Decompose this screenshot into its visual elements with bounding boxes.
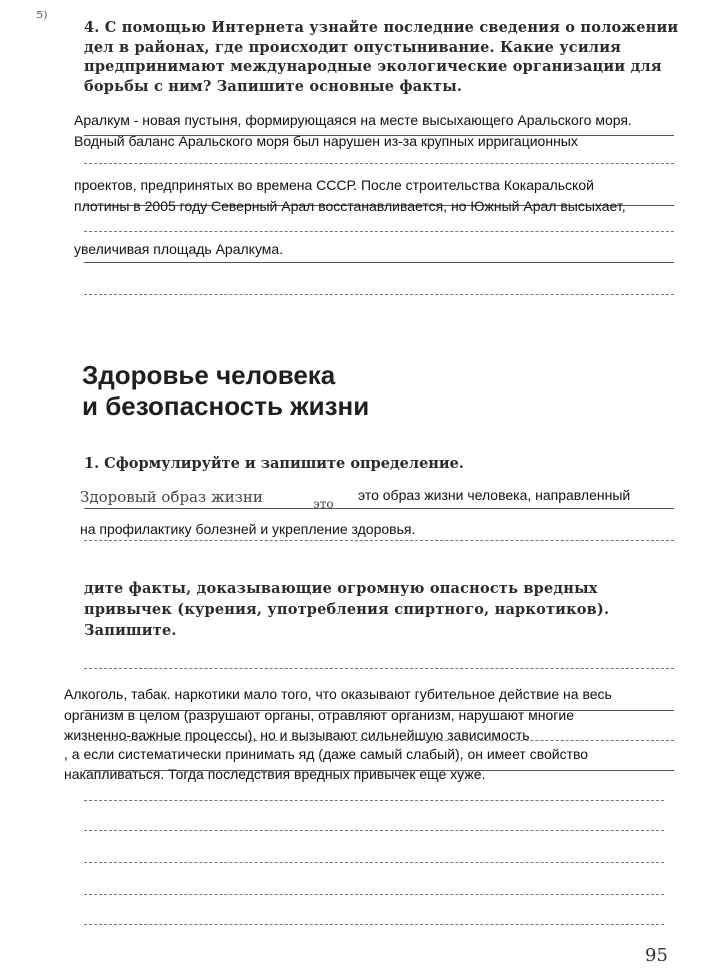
definition-term: Здоровый образ жизни [80, 488, 263, 506]
answer-line [84, 231, 674, 232]
task-4-answer-line: Аралкум - новая пустыня, формирующаяся на месте высыхающего Аральского моря. [74, 112, 632, 128]
answer-line [84, 262, 674, 263]
task-4-answer-line: проектов, предпринятых во времена СССР. После строительства Кокаральской [74, 177, 594, 193]
section-title [82, 360, 532, 422]
definition-connector: это [313, 497, 334, 511]
answer-line [84, 894, 664, 895]
page-number: 95 [645, 945, 668, 966]
answer-line [84, 668, 674, 669]
task-4-answer-line: плотины в 2005 году Северный Арал восстанавливается, но Южный Арал высыхает, [74, 198, 626, 214]
scan-mark: ⁵⁾ [36, 8, 48, 29]
task-2-answer-line: Алкоголь, табак. наркотики мало того, что оказывают губительное действие на весь [64, 686, 612, 702]
task-1-text: 1. Сформулируйте и запишите определение. [84, 455, 464, 472]
answer-line [84, 163, 674, 164]
answer-line [84, 862, 664, 863]
definition-line: это образ жизни человека, направленный [358, 487, 631, 503]
task-2-answer-line: жизненно-важные процессы), но и вызывают сильнейшую зависимость [64, 727, 530, 743]
answer-line [84, 924, 664, 925]
section-title-line: и безопасность жизни [82, 391, 370, 421]
task-4-text: 4. С помощью Интернета узнайте последние сведения о положении дел в районах, где происходит опустынивание. Какие усилия предпринимают международные экологические организации для борьбы с ним? Запишите основные факты. [84, 19, 679, 95]
task-4-answer-line: Водный баланс Аральского моря был нарушен из-за крупных ирригационных [74, 133, 578, 149]
section-title-line: Здоровье человека [82, 360, 336, 390]
answer-line [84, 830, 664, 831]
answer-line [84, 508, 674, 509]
task-2-text: дите факты, доказывающие огромную опасность вредных привычек (курения, употребления спиртного, наркотиков). Запишите. [84, 580, 610, 639]
answer-line [84, 294, 674, 295]
task-2-answer-line: организм в целом (разрушают органы, отравляют организм, нарушают многие [64, 707, 575, 723]
task-2-answer-line: накапливаться. Тогда последствия вредных привычек еще хуже. [64, 766, 486, 782]
definition-line: на профилактику болезней и укрепление здоровья. [80, 521, 416, 537]
answer-line [84, 540, 674, 541]
answer-line [84, 800, 664, 801]
task-2-answer-line: , а если систематически принимать яд (даже самый слабый), он имеет свойство [64, 746, 589, 762]
task-4-answer-line: увеличивая площадь Аралкума. [74, 241, 284, 257]
